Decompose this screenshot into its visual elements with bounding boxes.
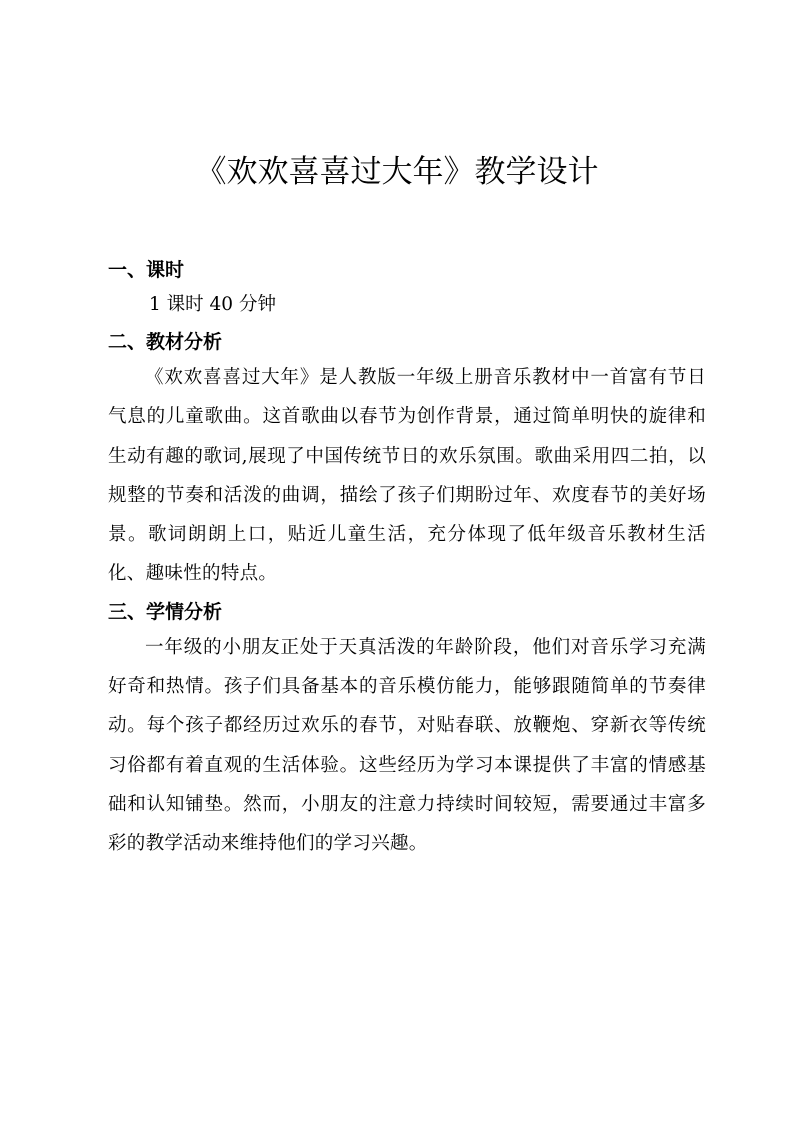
section-heading-material-analysis: 二、教材分析	[108, 331, 223, 353]
document-body	[108, 254, 706, 866]
section-heading-student-analysis: 三、学情分析	[108, 600, 223, 623]
section-heading-class-hours: 一、课时	[108, 259, 185, 281]
section-class-hours	[108, 254, 706, 326]
student-analysis-paragraph: 一年级的小朋友正处于天真活泼的年龄阶段，他们对音乐学习充满好奇和热情。孩子们具备基本的音乐模仿能力，能够跟随简单的节奏律动。每个孩子都经历过欢乐的春节，对贴春联、放鞭炮、穿新衣等传统习俗都有着直观的生活体验。这些经历为学习本课提供了丰富的情感基础和认知铺垫。然而，小朋友的注意力持续时间较短，需要通过丰富多彩的教学活动来维持他们的学习兴趣。	[108, 636, 706, 855]
material-analysis-paragraph: 《欢欢喜喜过大年》是人教版一年级上册音乐教材中一首富有节日气息的儿童歌曲。这首歌曲以春节为创作背景，通过简单明快的旋律和生动有趣的歌词,展现了中国传统节日的欢乐氛围。歌曲采用四二拍，以规整的节奏和活泼的曲调，描绘了孩子们期盼过年、欢度春节的美好场景。歌词朗朗上口，贴近儿童生活，充分体现了低年级音乐教材生活化、趣味性的特点。	[108, 367, 706, 585]
document-title: 《欢欢喜喜过大年》教学设计	[195, 154, 599, 190]
class-hours-text: 1 课时 40 分钟	[149, 294, 276, 315]
section-material-analysis	[108, 326, 706, 594]
section-student-analysis	[108, 596, 706, 864]
